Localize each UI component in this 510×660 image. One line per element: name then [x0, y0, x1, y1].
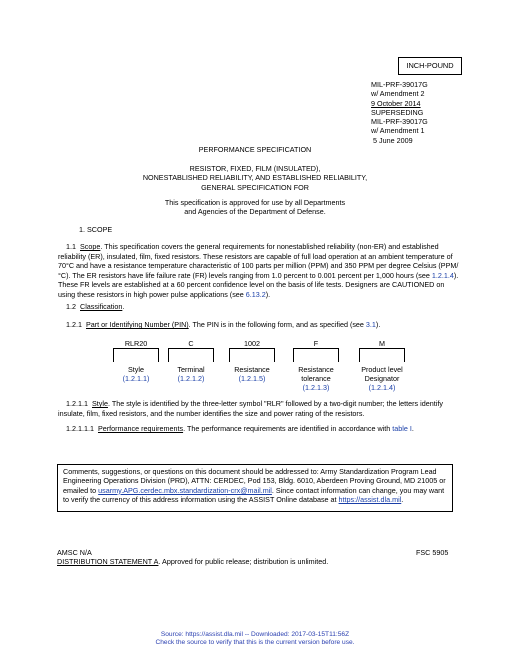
pin-label-product-level	[352, 365, 412, 393]
ref-link-3-1[interactable]: 3.1	[365, 320, 376, 329]
classification-title: Classification	[80, 302, 123, 311]
classification-num: 1.2	[66, 302, 76, 311]
pin-ref-terminal[interactable]: (1.2.1.2)	[177, 374, 205, 384]
perf-num: 1.2.1.1.1	[66, 424, 94, 433]
pin-text: . The PIN is in the following form, and as specified (see	[188, 320, 366, 329]
document-identifier	[371, 80, 481, 145]
scope-text-2: ). These FR levels are established at a 60 percent confidence level on the basis of life tests. Designers are CAUTIONED on using these resistors in high power pulse applications (see	[58, 270, 459, 299]
pin-label-product-level-text-2: Designator	[364, 374, 400, 384]
classification-period: .	[122, 302, 125, 311]
distribution-statement	[57, 557, 328, 566]
distribution-text: . Approved for public release; distribution is unlimited.	[158, 557, 329, 566]
style-text: . The style is identified by the three-letter symbol "RLR" followed by a two-digit number; the letters identify insulate, film, fixed resistors, and the number identifies the size and power rating of the resistors.	[58, 399, 443, 418]
inch-pound-box: INCH-POUND	[398, 57, 462, 75]
performance-paragraph	[66, 424, 466, 433]
style-title: Style	[91, 399, 108, 408]
perf-close: .	[411, 424, 414, 433]
assist-url-link[interactable]: https://assist.dla.mil	[338, 495, 402, 505]
classification-heading	[66, 302, 470, 311]
comments-box	[57, 464, 453, 512]
pin-ref-product-level[interactable]: (1.2.1.4)	[368, 383, 396, 393]
pin-label-terminal	[161, 365, 221, 383]
source-footer	[0, 631, 510, 647]
section-heading-scope: 1. SCOPE	[79, 225, 113, 234]
pin-code-product-level: M	[379, 339, 385, 348]
scope-num: 1.1	[66, 242, 76, 251]
style-paragraph	[58, 399, 462, 418]
comments-text-2: . Since contact information can change, you may want to verify the currency of this address information using the ASSIST Online database at	[63, 485, 445, 505]
title-line-1: RESISTOR, FIXED, FILM (INSULATED),	[189, 164, 321, 173]
pin-bracket-style	[113, 348, 159, 362]
pin-label-resistance-text: Resistance	[234, 365, 270, 374]
pin-ref-tolerance[interactable]: (1.2.1.3)	[302, 383, 330, 393]
pin-num: 1.2.1	[66, 320, 82, 329]
doc-amendment: w/ Amendment 2	[371, 89, 425, 99]
perf-text: . The performance requirements are identified in accordance with	[183, 424, 393, 433]
scope-paragraph	[58, 242, 462, 300]
ref-link-6-13-2[interactable]: 6.13.2	[245, 289, 266, 299]
pin-label-tolerance	[286, 365, 346, 393]
doc-superseded-number: MIL-PRF-39017G	[371, 117, 428, 127]
pin-label-terminal-text: Terminal	[177, 365, 205, 374]
pin-title: Part or Identifying Number (PIN)	[86, 320, 189, 329]
doc-date: 9 October 2014	[371, 98, 421, 108]
pin-paragraph	[66, 320, 470, 329]
approval-line-1: This specification is approved for use by all Departments	[164, 198, 346, 207]
pin-code-style: RLR20	[124, 339, 148, 348]
pin-ref-style[interactable]: (1.2.1.1)	[122, 374, 150, 384]
pin-label-style-text: Style	[128, 365, 144, 374]
distribution-title: DISTRIBUTION STATEMENT A	[57, 557, 159, 566]
comments-text-1: Comments, suggestions, or questions on this document should be addressed to: Army Standardization Program Lead Engineering Operations Division (PRD), ATTN: CERDEC, Pod 153, Bldg. 6010, Aberdeen Proving Ground, MD 21005 or emailed to	[63, 467, 446, 495]
title-line-3: GENERAL SPECIFICATION FOR	[201, 182, 309, 192]
doc-superseded-date: 5 June 2009	[371, 135, 413, 145]
doc-number: MIL-PRF-39017G	[371, 80, 428, 89]
document-title	[0, 164, 510, 192]
comments-text-3: .	[401, 495, 404, 505]
comments-email-link[interactable]: usarmy.APG.cerdec.mbx.standardization-crx@mail.mil	[98, 485, 272, 495]
pin-code-tolerance: F	[313, 339, 319, 348]
doc-superseded-amendment: w/ Amendment 1	[371, 126, 425, 136]
style-num: 1.2.1.1	[66, 399, 88, 408]
fsc-label: FSC 5905	[416, 548, 449, 557]
pin-code-terminal: C	[188, 339, 194, 348]
title-line-2: NONESTABLISHED RELIABILITY, AND ESTABLISHED RELIABILITY,	[142, 173, 368, 183]
doc-superseding: SUPERSEDING	[371, 107, 424, 117]
scope-text-1: . This specification covers the general requirements for nonestablished reliability (non-ER) and established reliability (ER), insulated, film, fixed resistors. These resistors are capable of full load operation at an ambient temperature of 70°C and have a resistance temperature characteristic of 100 parts per million (PPM) and 350 PPM per degree Celsius (PPM/°C). The ER resistors have life failure rate (FR) levels ranging from 1.0 percent to 0.001 percent per 1,000 hours (see	[58, 242, 459, 280]
ref-link-1-2-1-4[interactable]: 1.2.1.4	[431, 270, 454, 280]
performance-specification-heading: PERFORMANCE SPECIFICATION	[198, 145, 312, 154]
pin-bracket-tolerance	[293, 348, 339, 362]
pin-bracket-terminal	[168, 348, 214, 362]
pin-label-resistance	[222, 365, 282, 383]
approval-statement	[0, 198, 510, 217]
footer-line-1: Source: https://assist.dla.mil -- Downloaded: 2017-03-15T11:56Z	[160, 631, 350, 638]
pin-code-resistance: 1002	[244, 339, 260, 348]
pin-label-tolerance-text-2: tolerance	[301, 374, 331, 384]
pin-bracket-resistance	[229, 348, 275, 362]
pin-close: ).	[375, 320, 381, 329]
scope-text-3: ).	[265, 289, 271, 299]
scope-title: Scope	[80, 242, 101, 251]
footer-line-2: Check the source to verify that this is the current version before use.	[155, 639, 355, 647]
perf-title: Performance requirements	[97, 424, 184, 433]
pin-label-tolerance-text: Resistance	[298, 365, 334, 374]
pin-label-product-level-text: Product level	[361, 365, 403, 374]
pin-label-style	[106, 365, 166, 383]
ref-link-table-i[interactable]: table I	[392, 424, 412, 433]
pin-bracket-product-level	[359, 348, 405, 362]
amsc-label: AMSC N/A	[57, 548, 92, 557]
pin-ref-resistance[interactable]: (1.2.1.5)	[238, 374, 266, 384]
approval-line-2: and Agencies of the Department of Defense.	[184, 207, 326, 217]
